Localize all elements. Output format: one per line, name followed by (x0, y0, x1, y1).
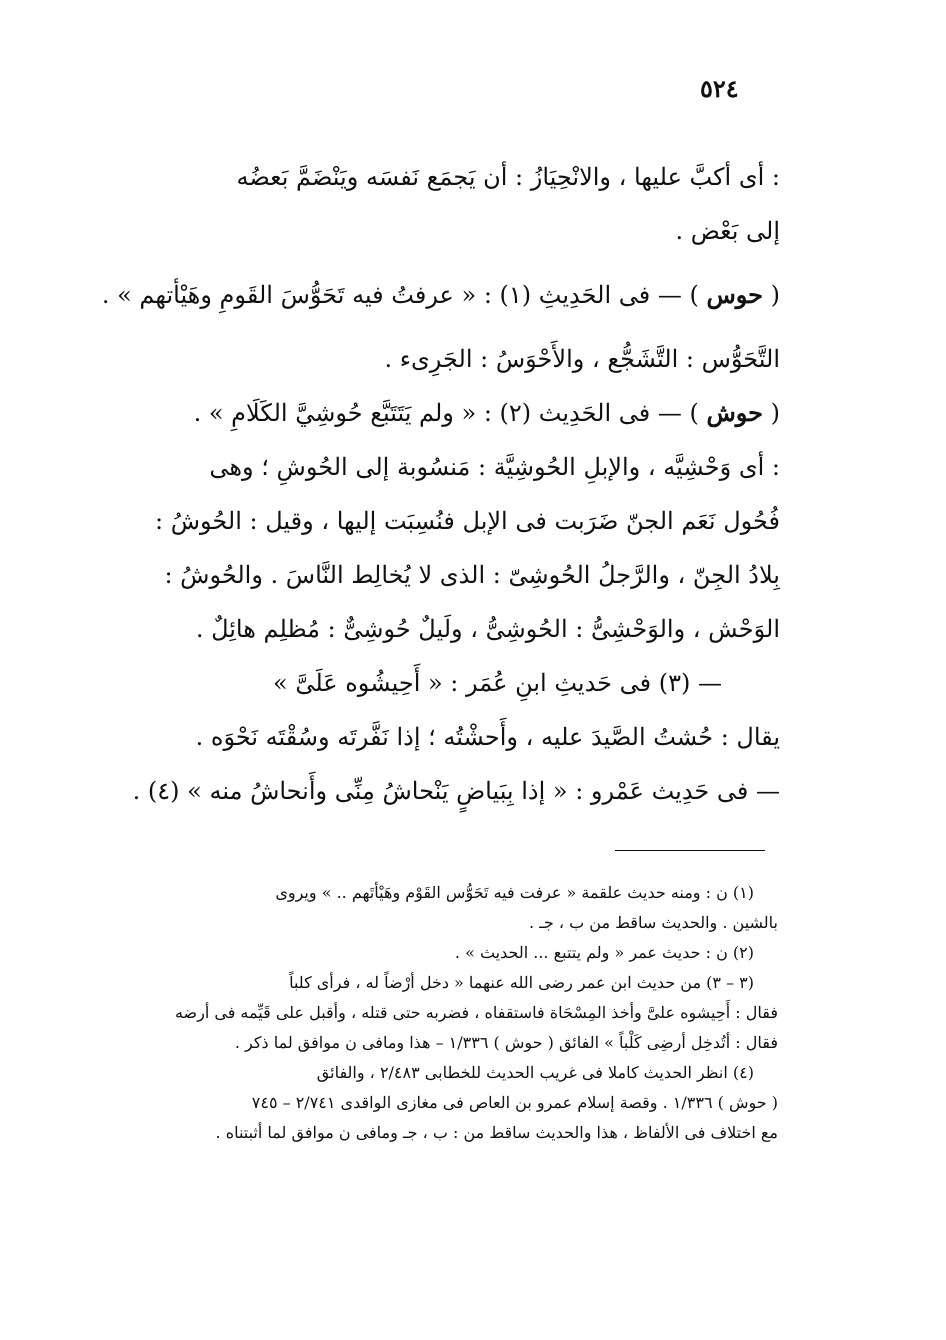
headword-haws: حوس (706, 280, 763, 309)
footnote-line: مع اختلاف فى الألفاظ ، هذا والحديث ساقط من : ب ، جـ ومافى ن موافق لما أثبتناه . (215, 1123, 778, 1142)
footnote-divider (615, 850, 765, 851)
text-line: إلى بَعْض . (675, 217, 780, 245)
footnote-line: (١) ن : ومنه حديث علقمة « عرفت فيه تَحَوُّس القَوْم وهَيْأتَهم .. » ويروى (275, 883, 754, 902)
text-line: يقال : حُشتُ الصَّيدَ عليه ، وأَحشْتُه ؛ إذا نَفَّرتَه وسُقْتَه نَحْوَه . (195, 723, 780, 751)
footnote-line: فقال : أَحِيشوه علىَّ وأخذ المِسْحَاة فاستقفاه ، فضربه حتى قتله ، وأقبل على قَيِّمه فى أرضه (174, 1003, 778, 1022)
footnote-line: ( حوش ) ١/٣٣٦ . وقصة إسلام عمرو بن العاص فى مغازى الواقدى ٢/٧٤١ – ٧٤٥ (251, 1093, 778, 1112)
text-line: فُحُول نَعَم الجنّ ضَرَبت فى الإبل فنُسِبَت إليها ، وقيل : الحُوشُ : (155, 507, 780, 535)
headword-hawsh: حوش (706, 398, 763, 427)
footnote-line: (٤) انظر الحديث كاملا فى غريب الحديث للخطابى ٢/٤٨٣ ، والفائق (316, 1063, 754, 1082)
entry-hawsh: ( حوش ) — فى الحَدِيث (٢) : « ولم يَتَتَبَّع حُوشِيَّ الكَلَامِ » . (193, 398, 780, 427)
entry-haws: ( حوس ) — فى الحَدِيثِ (١) : « عرفتُ فيه تَحَوُّسَ القَومِ وهَيْأتهم » . (101, 280, 780, 309)
main-text (100, 150, 780, 818)
text-line: الوَحْش ، والوَحْشِىُّ : الحُوشِىُّ ، ولَيلٌ حُوشِىٌّ : مُظلِم هائِلٌ . (195, 615, 780, 643)
text-line: — فى حَدِيث عَمْرو : « إذا بِبَياضٍ يَنْحاشُ مِنِّى وأَنحاشُ منه » (٤) . (132, 777, 780, 805)
text-line: : أى أكبَّ عليها ، والانْحِيَازُ : أن يَجمَع نَفسَه ويَنْضَمَّ بَعضُه (236, 163, 780, 191)
footnotes (108, 878, 778, 1148)
footnote-line: (٣ – ٣) من حديث ابن عمر رضى الله عنهما « دخل أرْضاً له ، فرأى كلباً (289, 973, 754, 992)
footnote-line: فقال : أتُدخِل أرضِى كَلْباً » الفائق ( حوش ) ١/٣٣٦ – هذا ومافى ن موافق لما ذكر . (234, 1033, 778, 1052)
text-line: — فى الحَدِيث (٢) : « ولم يَتَتَبَّع حُوشِيَّ الكَلَامِ » . (193, 399, 682, 427)
footnote-line: بالشين . والحديث ساقط من ب ، جـ . (529, 913, 778, 932)
text-line: : أى وَحْشِيَّه ، والإبلِ الحُوشِيَّة : مَنسُوبة إلى الحُوشِ ؛ وهى (209, 453, 780, 481)
text-line: — فى الحَدِيثِ (١) : « عرفتُ فيه تَحَوُّسَ القَومِ وهَيْأتهم » . (101, 281, 682, 309)
text-line: — (٣) فى حَديثِ ابنِ عُمَر : « أَحِيشُوه عَلَىَّ » (273, 669, 722, 697)
footnote-line: (٢) ن : حديث عمر « ولم يتتبع ... الحديث » . (454, 943, 754, 962)
text-line: بِلادُ الجِنّ ، والرَّجلُ الحُوشِىّ : الذى لا يُخالِط النَّاسَ . والحُوشُ : (164, 561, 780, 589)
page-number: ٥٢٤ (700, 74, 739, 103)
text-line: التَّحَوُّس : التَّشَجُّع ، والأَحْوَسُ : الجَرِىء . (384, 345, 780, 373)
